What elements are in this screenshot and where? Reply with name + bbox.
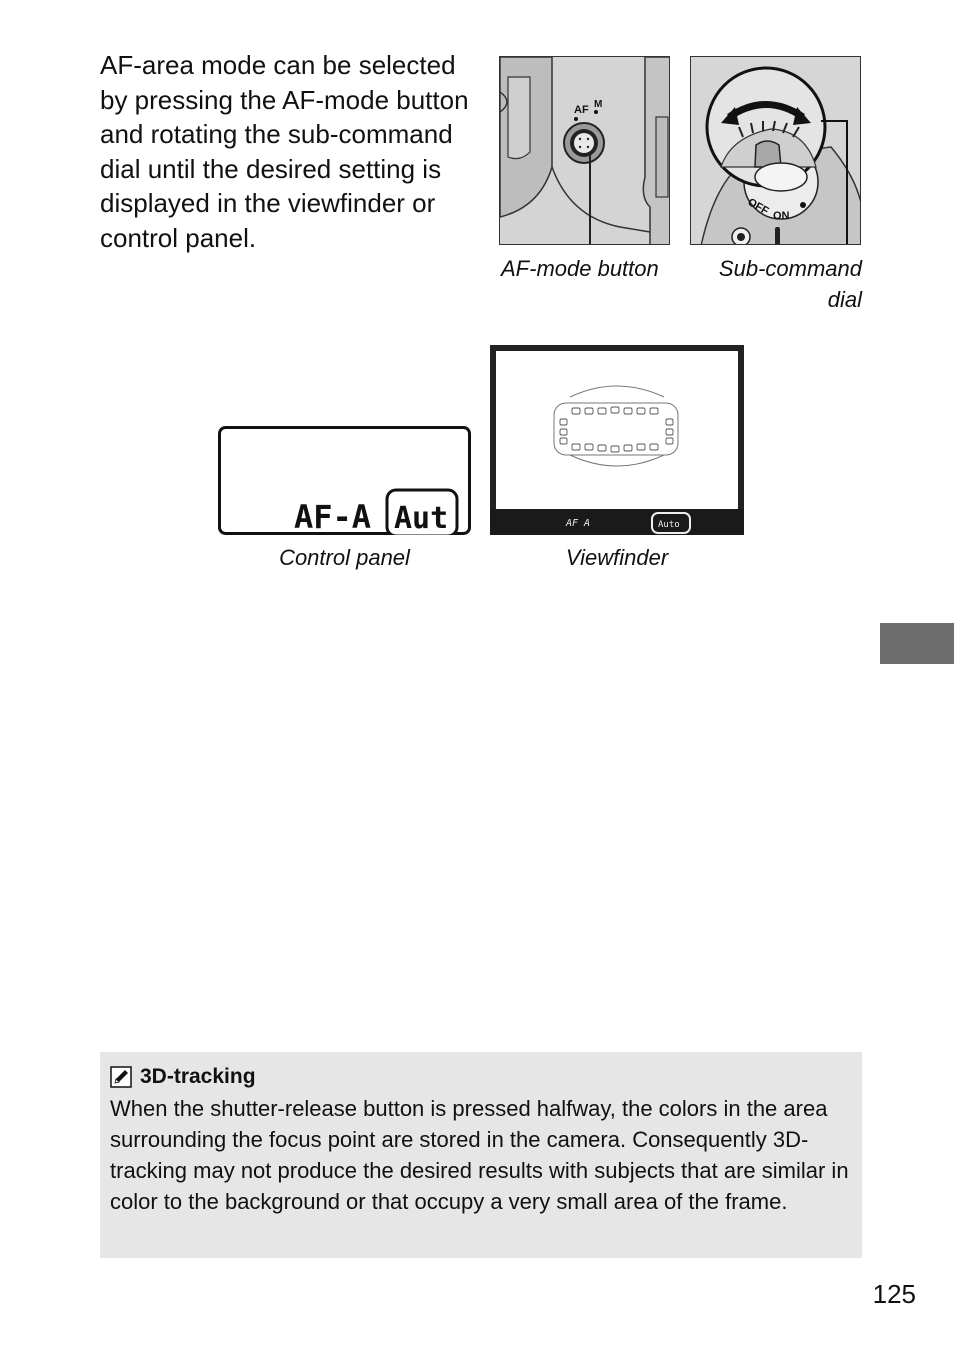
control-panel-caption: Control panel	[279, 545, 410, 570]
note-box	[100, 1052, 862, 1258]
control-panel-display	[218, 426, 471, 535]
on-label: ON	[773, 210, 790, 222]
af-mode-button-illustration	[499, 56, 670, 245]
sub-command-dial-caption	[700, 253, 862, 315]
control-panel-mode: AF-A	[294, 498, 372, 535]
sub-command-caption-line1: Sub-command	[718, 256, 862, 281]
m-label: M	[594, 99, 603, 110]
af-label: AF	[574, 104, 589, 116]
page-number: 125	[872, 1279, 916, 1309]
viewfinder-area-mode: Auto	[658, 520, 680, 530]
note-title: 3D-tracking	[140, 1065, 256, 1088]
viewfinder-caption: Viewfinder	[565, 545, 669, 570]
af-mode-button-caption: AF-mode button	[501, 256, 659, 281]
pencil-note-icon	[110, 1066, 132, 1088]
intro-paragraph: AF-area mode can be selected by pressing the AF-mode button and rotating the sub-command dial until the desired setting is displayed in the viewfinder or control panel.	[100, 50, 469, 253]
note-body: When the shutter-release button is pressed halfway, the colors in the area surrounding the focus point are stored in the camera. Consequently 3D-tracking may not produce the desired results with subjects that are similar in color to the background or that occupy a very small area of the frame.	[110, 1096, 849, 1214]
control-panel-area-mode: Aut	[394, 501, 449, 535]
sub-command-caption-line2: dial	[827, 287, 862, 312]
off-label: OFF	[745, 196, 771, 218]
sub-command-dial-illustration	[690, 56, 861, 245]
viewfinder-display	[490, 345, 744, 535]
viewfinder-mode: AF A	[566, 518, 591, 529]
chapter-tab	[880, 623, 954, 664]
note-header	[110, 1064, 852, 1090]
